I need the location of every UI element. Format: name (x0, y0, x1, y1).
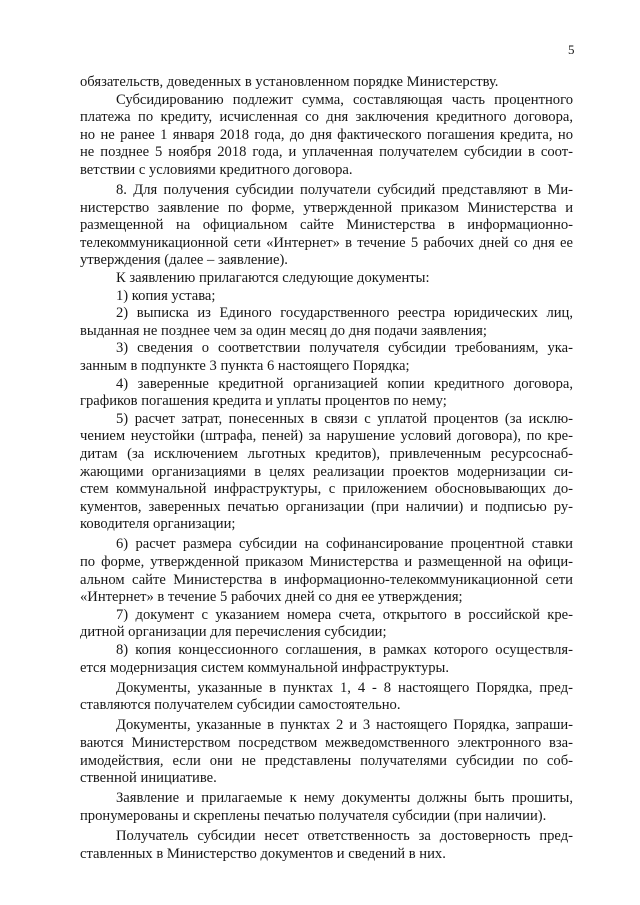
paragraph (80, 288, 573, 306)
page-number: 5 (568, 42, 575, 57)
paragraph-line: дитам (за исключением льготных кредитов), привлеченным ресурсоснаб- (80, 445, 573, 462)
paragraph-line: 7) документ с указанием номера счета, открытого в российской кре- (116, 606, 573, 623)
paragraph-line: альном сайте Министерства в информационно-телекоммуникационной сети (80, 571, 573, 588)
paragraph-line: К заявлению прилагаются следующие документы: (116, 270, 430, 287)
paragraph-line: 6) расчет размера субсидии на софинансирование процентной ставки (116, 536, 573, 553)
paragraph-line: 1) копия устава; (116, 287, 216, 304)
paragraph-line: утверждения (далее – заявление). (80, 252, 288, 269)
paragraph-line: размещенной на официальном сайте Министерства в информационно- (80, 217, 573, 234)
paragraph-line: чением неустойки (штрафа, пеней) за нарушение условий договора), по кре- (80, 428, 573, 445)
paragraph (80, 536, 573, 606)
paragraph-line: платежа по кредиту, исчисленная со дня заключения кредитного договора, (80, 109, 573, 126)
paragraph (80, 680, 573, 715)
paragraph-line: пронумерованы и скреплены печатью получателя субсидии (при наличии). (80, 807, 547, 824)
paragraph-line: 3) сведения о соответствии получателя субсидии требованиям, ука- (116, 340, 573, 357)
paragraph-line: ется модернизация систем коммунальной инфраструктуры. (80, 659, 449, 676)
paragraph-line: имодействия, если они не представлены получателями субсидии по соб- (80, 752, 573, 769)
paragraph (80, 717, 573, 787)
paragraph-line: Документы, указанные в пунктах 1, 4 - 8 настоящего Порядка, пред- (116, 679, 573, 696)
paragraph-line: обязательств, доведенных в установленном порядке Министерству. (80, 74, 499, 90)
paragraph-line: 2) выписка из Единого государственного реестра юридических лиц, (116, 305, 573, 322)
paragraph-line: Документы, указанные в пунктах 2 и 3 настоящего Порядка, запраши- (116, 717, 573, 734)
paragraph (80, 376, 573, 411)
paragraph-line: выданная не позднее чем за один месяц до дня подачи заявления; (80, 322, 487, 339)
paragraph-line: 8. Для получения субсидии получатели субсидий представляют в Ми- (116, 182, 573, 199)
paragraph (80, 340, 573, 375)
paragraph-line: ководителя организации; (80, 516, 236, 533)
paragraph-line: ваются Министерством посредством межведомственного электронного вза- (80, 734, 573, 751)
paragraph (80, 182, 573, 270)
paragraph (80, 74, 573, 92)
paragraph-line: кументов, заверенных печатью организации (при наличии) и подписью ру- (80, 498, 573, 515)
paragraph-line: 5) расчет затрат, понесенных в связи с уплатой процентов (за исклю- (116, 410, 573, 427)
paragraph-line: ставленных в Министерство документов и сведений в них. (80, 845, 446, 862)
paragraph (80, 607, 573, 642)
paragraph (80, 642, 573, 677)
paragraph-line: дитной организации для перечисления субсидии; (80, 624, 387, 641)
paragraph-line: нистерство заявление по форме, утвержденной приказом Министерства и (80, 199, 573, 216)
paragraph (80, 828, 573, 863)
paragraph-line: но не ранее 1 января 2018 года, до дня фактического погашения кредита, но (80, 126, 573, 143)
paragraph (80, 92, 573, 180)
paragraph (80, 305, 573, 340)
paragraph-line: Заявление и прилагаемые к нему документы должны быть прошиты, (116, 790, 573, 807)
paragraph-line: ветствии с условиями кредитного договора. (80, 161, 353, 178)
paragraph-line: «Интернет» в течение 5 рабочих дней со дня ее утверждения; (80, 589, 463, 606)
paragraph (80, 270, 573, 288)
document-body (80, 74, 573, 863)
paragraph-line: стем коммунальной инфраструктуры, с приложением обосновывающих до- (80, 481, 573, 498)
paragraph (80, 411, 573, 534)
paragraph-line: 8) копия концессионного соглашения, в рамках которого осуществля- (116, 642, 573, 658)
paragraph-line: Субсидированию подлежит сумма, составляющая часть процентного (116, 91, 573, 108)
paragraph-line: занным в подпункте 3 пункта 6 настоящего Порядка; (80, 358, 410, 374)
paragraph (80, 790, 573, 825)
paragraph-line: графиков погашения кредита и уплаты процентов по нему; (80, 393, 447, 410)
paragraph-line: по форме, утвержденной приказом Министерства и размещенной на офици- (80, 554, 573, 571)
paragraph-line: не позднее 5 ноября 2018 года, и уплаченная получателем субсидии в соот- (80, 144, 573, 161)
paragraph-line: ственной инициативе. (80, 770, 217, 787)
paragraph-line: телекоммуникационной сети «Интернет» в течение 5 рабочих дней со дня ее (80, 234, 573, 251)
paragraph-line: ставляются получателем субсидии самостоятельно. (80, 697, 401, 714)
paragraph-line: 4) заверенные кредитной организацией копии кредитного договора, (116, 375, 573, 392)
paragraph-line: жающими организациями в целях реализации проектов модернизации си- (80, 463, 573, 480)
paragraph-line: Получатель субсидии несет ответственность за достоверность пред- (116, 827, 573, 844)
